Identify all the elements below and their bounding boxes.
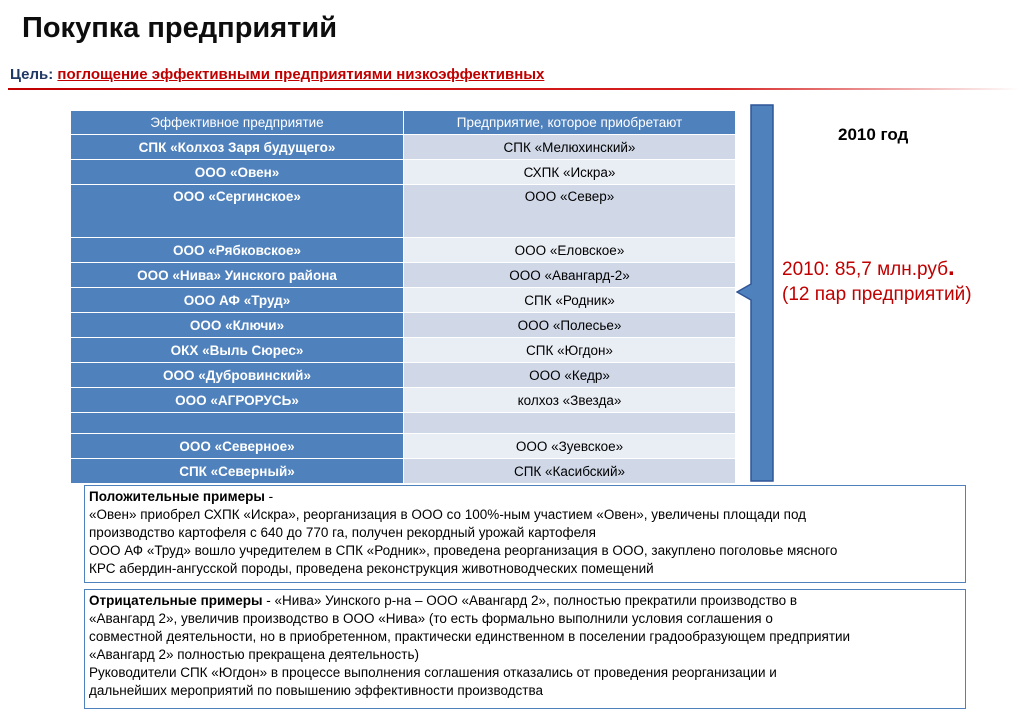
goal-text: поглощение эффективными предприятиями низкоэффективных <box>57 66 545 83</box>
effective-cell: ООО АФ «Труд» <box>71 288 404 313</box>
acquired-cell: ООО «Авангард-2» <box>404 263 736 288</box>
effective-cell: СПК «Колхоз Заря будущего» <box>71 135 404 160</box>
negative-line: дальнейших мероприятий по повышению эффективности производства <box>89 683 544 698</box>
effective-cell: СПК «Северный» <box>71 459 404 484</box>
effective-cell: ОКХ «Выль Сюрес» <box>71 338 404 363</box>
acquired-cell: ООО «Еловское» <box>404 238 736 263</box>
positive-line: ООО АФ «Труд» вошло учредителем в СПК «Родник», проведена реорганизация в ООО, закуплено поголовье мясного <box>89 543 838 558</box>
table-row <box>71 238 736 263</box>
positive-heading: Положительные примеры <box>89 489 265 504</box>
acquired-cell: ООО «Кедр» <box>404 363 736 388</box>
acquired-cell <box>404 413 736 434</box>
table-row <box>71 135 736 160</box>
acquisitions-table <box>70 110 736 484</box>
negative-heading-line <box>89 592 961 610</box>
header-acquired: Предприятие, которое приобретают <box>404 111 736 135</box>
table-row <box>71 388 736 413</box>
acquired-cell: СПК «Касибский» <box>404 459 736 484</box>
table-row <box>71 338 736 363</box>
effective-cell: ООО «Ключи» <box>71 313 404 338</box>
acquired-cell: СПК «Мелюхинский» <box>404 135 736 160</box>
acquired-cell: колхоз «Звезда» <box>404 388 736 413</box>
effective-cell <box>71 413 404 434</box>
title-divider <box>8 88 1020 90</box>
effective-cell: ООО «АГРОРУСЬ» <box>71 388 404 413</box>
negative-examples-box <box>84 589 966 709</box>
effective-cell: ООО «Рябковское» <box>71 238 404 263</box>
positive-line: КРС абердин-ангусской породы, проведена реконструкция животноводческих помещений <box>89 561 654 576</box>
negative-line: «Авангард 2» полностью прекращена деятельность) <box>89 647 419 662</box>
effective-cell: ООО «Овен» <box>71 160 404 185</box>
goal-line <box>10 66 544 83</box>
negative-first-line: - «Нива» Уинского р-на – ООО «Авангард 2», полностью прекратили производство в <box>262 593 798 608</box>
table-row-empty <box>71 413 736 434</box>
header-effective: Эффективное предприятие <box>71 111 404 135</box>
negative-heading: Отрицательные примеры <box>89 593 263 608</box>
goal-label: Цель: <box>10 66 54 83</box>
acquired-cell: ООО «Зуевское» <box>404 434 736 459</box>
table-row <box>71 160 736 185</box>
table-row <box>71 288 736 313</box>
positive-line: «Овен» приобрел СХПК «Искра», реорганизация в ООО со 100%-ным участием «Овен», увеличены площади под <box>89 507 807 522</box>
table-header-row <box>71 111 736 135</box>
amount-value: 2010: 85,7 млн.руб <box>782 259 948 280</box>
effective-cell: ООО «Северное» <box>71 434 404 459</box>
acquired-cell: ООО «Север» <box>404 185 736 238</box>
amount-dot: . <box>947 254 955 281</box>
table-row <box>71 313 736 338</box>
table-row <box>71 459 736 484</box>
pairs-text: (12 пар предприятий) <box>782 284 972 305</box>
positive-examples-box <box>84 485 966 583</box>
acquired-cell: СХПК «Искра» <box>404 160 736 185</box>
amount-text <box>782 254 955 282</box>
acquired-cell: СПК «Родник» <box>404 288 736 313</box>
table-row <box>71 185 736 238</box>
negative-line: «Авангард 2», увеличив производство в ООО «Нива» (то есть формально выполнили условия соглашения о <box>89 611 773 626</box>
effective-cell: ООО «Дубровинский» <box>71 363 404 388</box>
table-row <box>71 434 736 459</box>
acquired-cell: ООО «Полесье» <box>404 313 736 338</box>
negative-line: Руководители СПК «Югдон» в процессе выполнения соглашения отказались от проведения реорганизации и <box>89 665 777 680</box>
table-row <box>71 263 736 288</box>
positive-line: производство картофеля с 640 до 770 га, получен рекордный урожай картофеля <box>89 525 596 540</box>
positive-dash: - <box>264 489 274 504</box>
acquired-cell: СПК «Югдон» <box>404 338 736 363</box>
effective-cell: ООО «Нива» Уинского района <box>71 263 404 288</box>
bracket-arrow-shape <box>736 104 774 482</box>
table-row <box>71 363 736 388</box>
negative-line: совместной деятельности, но в приобретенном, практически единственном в поселении градообразующем предприятии <box>89 629 851 644</box>
year-label: 2010 год <box>838 125 909 144</box>
effective-cell: ООО «Сергинское» <box>71 185 404 238</box>
positive-heading-line <box>89 488 961 506</box>
page-title: Покупка предприятий <box>22 12 338 44</box>
